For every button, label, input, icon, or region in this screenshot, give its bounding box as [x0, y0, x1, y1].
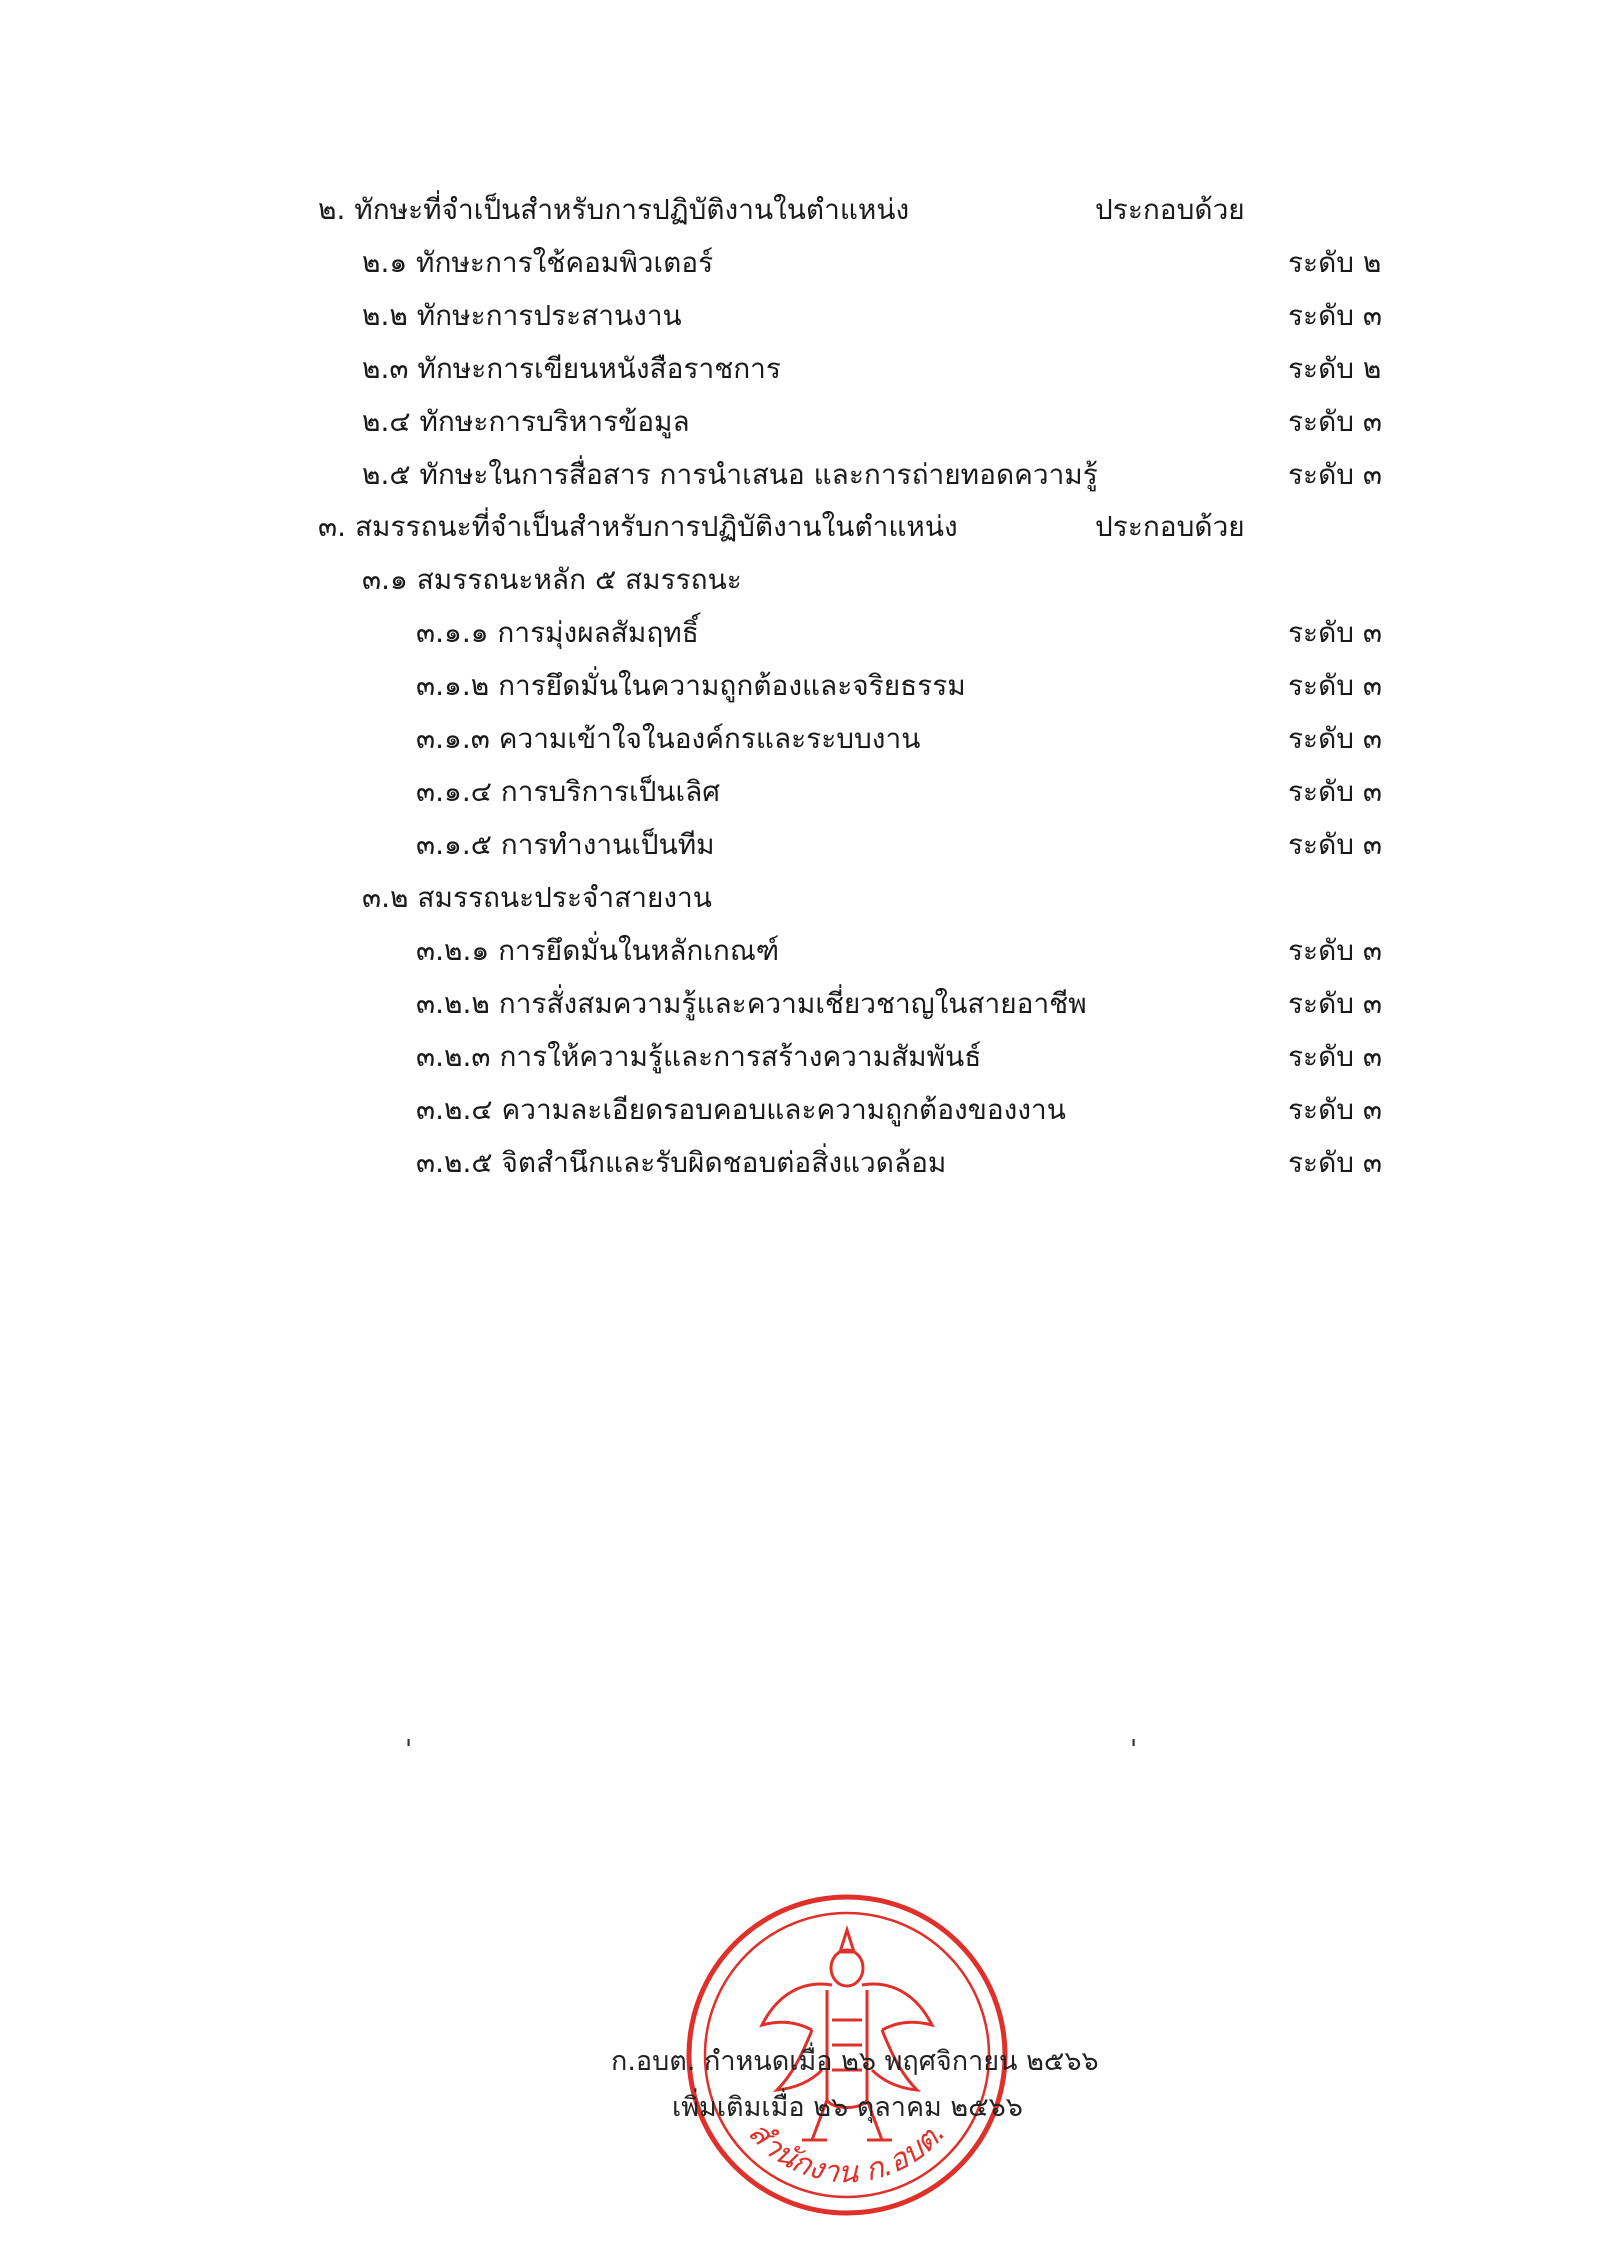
section3-sub1-item-level: ระดับ ๓	[1288, 775, 1383, 808]
section3-sub1-item-label: ๓.๑.๔ การบริการเป็นเลิศ	[416, 775, 721, 808]
section3-sub1-item-level: ระดับ ๓	[1288, 828, 1383, 861]
footer-line1: ก.อบต. กำหนดเมื่อ ๒๖ พฤศจิกายน ๒๕๖๖	[611, 2046, 1099, 2077]
section3-heading: ๓. สมรรถนะที่จำเป็นสำหรับการปฏิบัติงานในตำแหน่ง	[318, 510, 958, 543]
section2-item-level: ระดับ ๓	[1288, 405, 1383, 438]
section2-heading: ๒. ทักษะที่จำเป็นสำหรับการปฏิบัติงานในตำแหน่ง	[318, 193, 910, 226]
section2-item-label: ๒.๒ ทักษะการประสานงาน	[362, 299, 682, 332]
footer-line2: เพิ่มเติมเมื่อ ๒๖ ตุลาคม ๒๕๖๖	[672, 2092, 1023, 2123]
section3-sub1-item-level: ระดับ ๓	[1288, 722, 1383, 755]
section3-suffix: ประกอบด้วย	[1095, 510, 1245, 543]
section3-sub1-item-label: ๓.๑.๒ การยึดมั่นในความถูกต้องและจริยธรรม	[416, 669, 966, 702]
right-mark: '	[1130, 1735, 1138, 1765]
section3-sub1-item-level: ระดับ ๓	[1288, 669, 1383, 702]
section3-sub2-item-level: ระดับ ๓	[1288, 1146, 1383, 1179]
section3-sub1-heading: ๓.๑ สมรรถนะหลัก ๕ สมรรถนะ	[362, 563, 742, 596]
section3-sub1-item-label: ๓.๑.๕ การทำงานเป็นทีม	[416, 828, 715, 861]
section2-item-label: ๒.๔ ทักษะการบริหารข้อมูล	[362, 405, 690, 438]
section2-item-label: ๒.๓ ทักษะการเขียนหนังสือราชการ	[362, 352, 781, 385]
section3-sub2-item-label: ๓.๒.๒ การสั่งสมความรู้และความเชี่ยวชาญในสายอาชีพ	[416, 987, 1087, 1020]
section3-sub2-item-label: ๓.๒.๑ การยึดมั่นในหลักเกณฑ์	[416, 934, 780, 967]
section2-item-level: ระดับ ๓	[1288, 458, 1383, 491]
section3-sub1-item-level: ระดับ ๓	[1288, 616, 1383, 649]
section3-sub1-item-label: ๓.๑.๑ การมุ่งผลสัมฤทธิ์	[416, 616, 699, 649]
section3-sub2-item-level: ระดับ ๓	[1288, 987, 1383, 1020]
section2-item-label: ๒.๑ ทักษะการใช้คอมพิวเตอร์	[362, 246, 714, 279]
section2-item-level: ระดับ ๓	[1288, 299, 1383, 332]
section2-item-level: ระดับ ๒	[1288, 246, 1382, 279]
section3-sub2-item-label: ๓.๒.๓ การให้ความรู้และการสร้างความสัมพันธ์	[416, 1040, 982, 1073]
section2-item-label: ๒.๕ ทักษะในการสื่อสาร การนำเสนอ และการถ่ายทอดความรู้	[362, 458, 1098, 491]
seal-text: สำนักงาน ก.อบต.	[741, 2114, 953, 2191]
section3-sub2-item-label: ๓.๒.๔ ความละเอียดรอบคอบและความถูกต้องของงาน	[416, 1093, 1066, 1126]
section3-sub2-item-level: ระดับ ๓	[1288, 1040, 1383, 1073]
left-mark: '	[405, 1735, 413, 1765]
section3-sub2-item-level: ระดับ ๓	[1288, 1093, 1383, 1126]
section3-sub2-item-label: ๓.๒.๕ จิตสำนึกและรับผิดชอบต่อสิ่งแวดล้อม	[416, 1146, 947, 1179]
section2-item-level: ระดับ ๒	[1288, 352, 1382, 385]
section3-sub2-item-level: ระดับ ๓	[1288, 934, 1383, 967]
section3-sub2-heading: ๓.๒ สมรรถนะประจำสายงาน	[362, 881, 712, 914]
section3-sub1-item-label: ๓.๑.๓ ความเข้าใจในองค์กรและระบบงาน	[416, 722, 921, 755]
section2-suffix: ประกอบด้วย	[1095, 193, 1245, 226]
